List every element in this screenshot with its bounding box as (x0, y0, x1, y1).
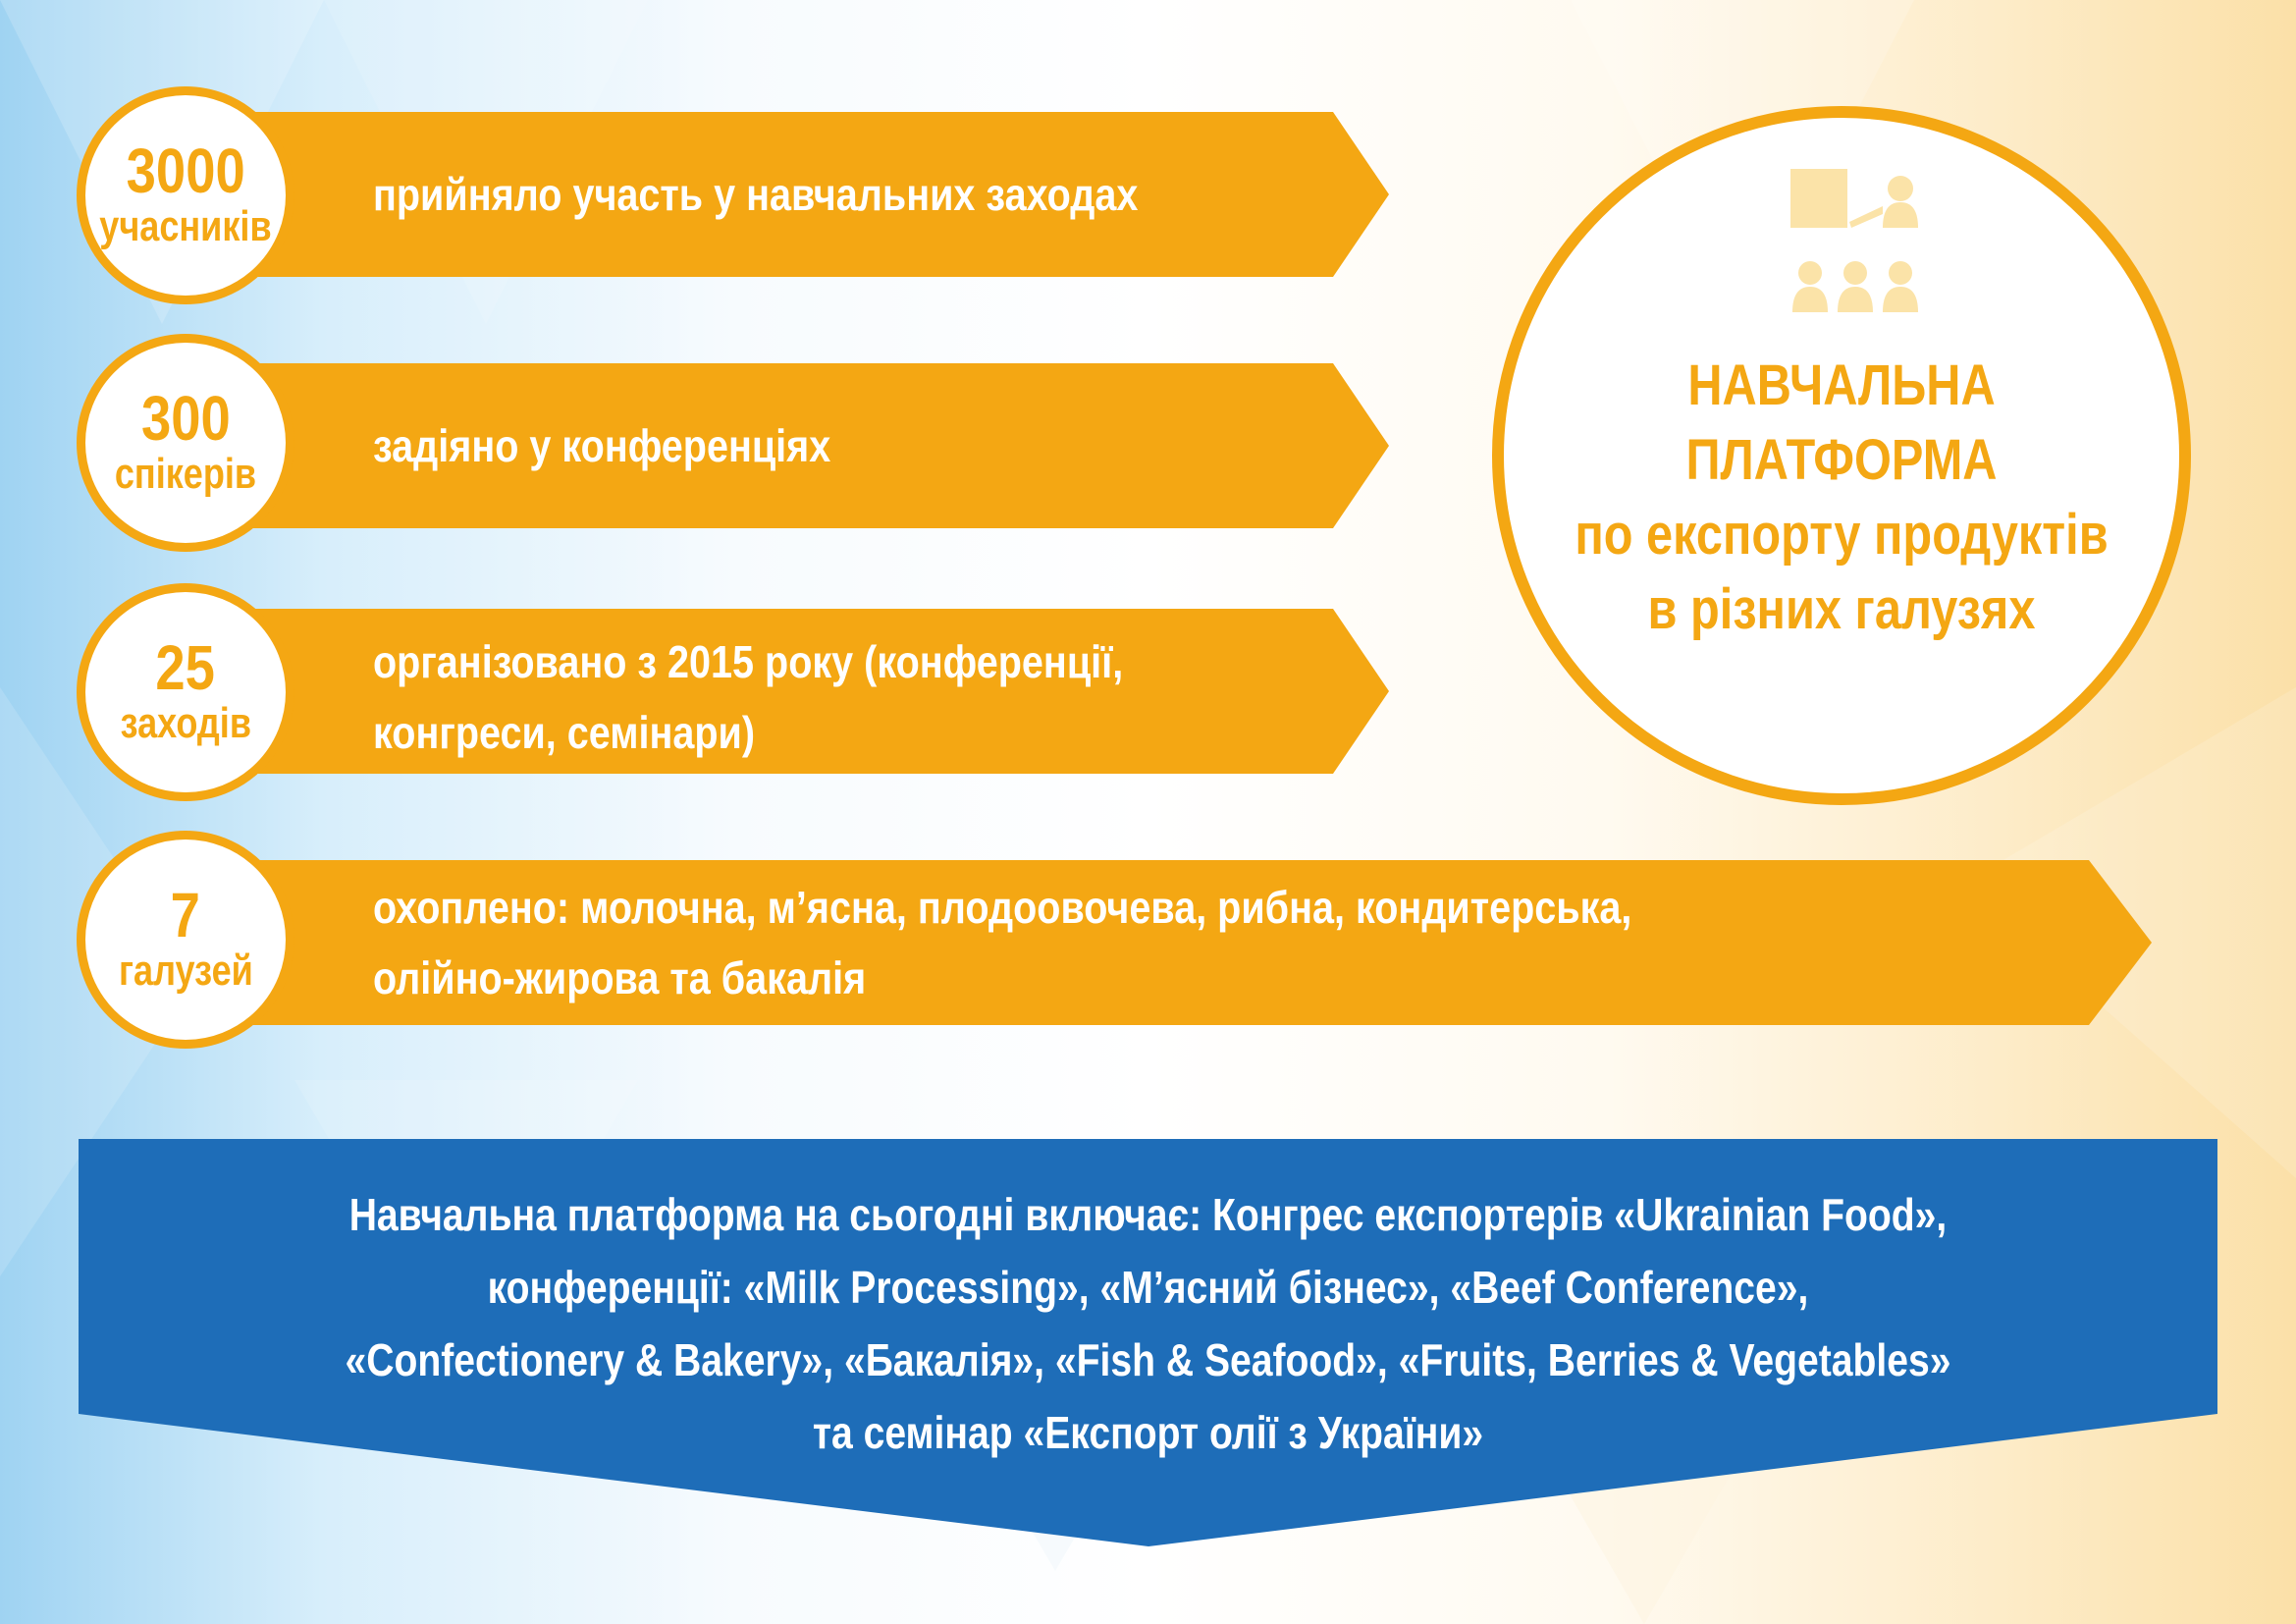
stat-text-1: прийняло участь у навчальних заходах (373, 169, 1139, 220)
stat-number: 300 (140, 383, 231, 454)
stat-unit: учасників (99, 202, 272, 250)
stat-text-4: охоплено: молочна, м’ясна, плодоовочева, рибна, кондитерська, олійно-жирова та бакалія (373, 882, 1632, 1003)
stat-unit: спікерів (114, 450, 257, 498)
summary-line: та семінар «Експорт олії з України» (812, 1407, 1484, 1458)
summary-line: Навчальна платформа на сьогодні включає: Конгрес експортерів «Ukrainian Food», (348, 1189, 1948, 1240)
summary-line: «Confectionery & Bakery», «Бакалія», «Fish & Seafood», «Fruits, Berries & Vegetables» (345, 1334, 1951, 1385)
summary-text (79, 1178, 2217, 1469)
platform-title-line: ПЛАТФОРМА (1685, 428, 1998, 492)
stat-number: 3000 (126, 135, 245, 206)
stat-number: 25 (155, 632, 216, 703)
stat-unit: галузей (118, 947, 253, 995)
stat-text-3: організовано з 2015 року (конференції, конгреси, семінари) (373, 636, 1124, 758)
platform-subtitle-line: в різних галузях (1647, 577, 2036, 641)
platform-subtitle-line: по експорту продуктів (1575, 503, 2109, 567)
stat-number: 7 (170, 880, 201, 950)
summary-line: конференції: «Milk Processing», «М’ясний бізнес», «Beef Conference», (487, 1262, 1809, 1313)
platform-title-line: НАВЧАЛЬНА (1687, 353, 1996, 417)
stat-unit: заходів (120, 699, 251, 747)
stat-text-2: задіяно у конференціях (373, 420, 831, 471)
